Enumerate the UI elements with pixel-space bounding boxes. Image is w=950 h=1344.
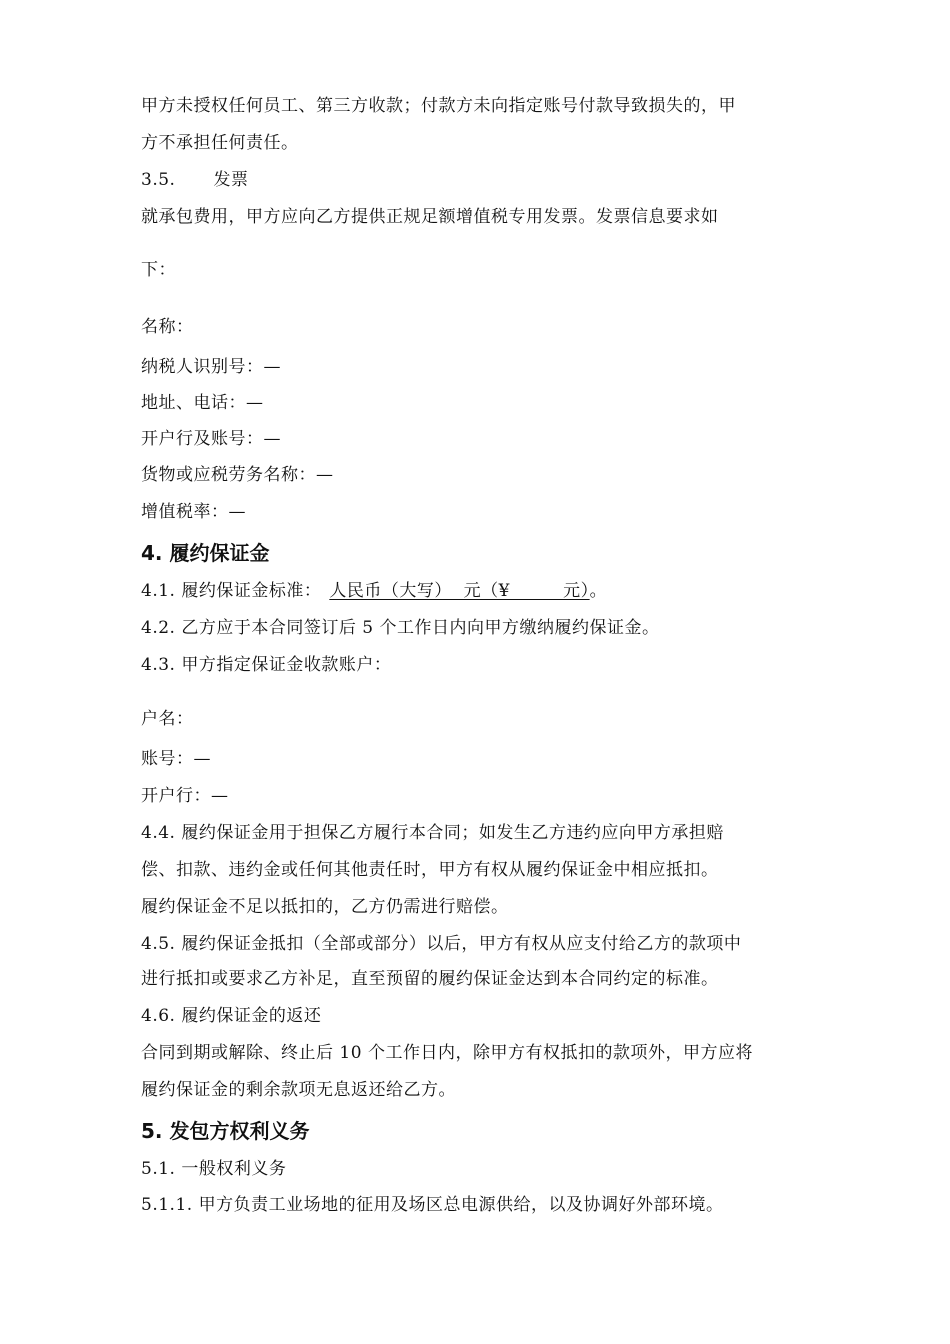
text-line: 偿、扣款、违约金或任何其他责任时，甲方有权从履约保证金中相应抵扣。 [141, 860, 719, 880]
account-bank-field: 开户行：— [141, 786, 229, 806]
text-line: 甲方未授权任何员工、第三方收款；付款方未向指定账号付款导致损失的，甲 [141, 96, 736, 116]
text-line: 履约保证金不足以抵扣的，乙方仍需进行赔偿。 [141, 897, 509, 917]
invoice-taxid-field: 纳税人识别号：— [141, 357, 281, 377]
section-4-heading: 4. 履约保证金 [141, 541, 270, 565]
section-3-5-heading [141, 169, 248, 191]
text-line: 4.2. 乙方应于本合同签订后 5 个工作日内向甲方缴纳履约保证金。 [141, 618, 660, 638]
invoice-goods-field: 货物或应税劳务名称：— [141, 465, 334, 485]
invoice-name-field: 名称： [141, 317, 194, 337]
text-line: 下： [141, 260, 176, 280]
text-line: 5.1. 一般权利义务 [141, 1159, 287, 1179]
text-line: 4.4. 履约保证金用于担保乙方履行本合同；如发生乙方违约应向甲方承担赔 [141, 823, 724, 843]
deposit-amount-blank: 人民币（大写） 元（¥ 元） [329, 581, 590, 601]
deposit-standard-end: 。 [589, 581, 608, 601]
invoice-vat-field: 增值税率：— [141, 502, 246, 522]
text-line: 方不承担任何责任。 [141, 133, 299, 153]
text-line: 4.3. 甲方指定保证金收款账户： [141, 655, 392, 675]
text-line: 就承包费用，甲方应向乙方提供正规足额增值税专用发票。发票信息要求如 [141, 207, 719, 227]
account-name-field: 户名： [141, 709, 194, 729]
text-line: 5.1.1. 甲方负责工业场地的征用及场区总电源供给，以及协调好外部环境。 [141, 1195, 724, 1215]
text-line: 进行抵扣或要求乙方补足，直至预留的履约保证金达到本合同约定的标准。 [141, 969, 719, 989]
text-line: 履约保证金的剩余款项无息返还给乙方。 [141, 1080, 456, 1100]
invoice-bank-field: 开户行及账号：— [141, 429, 281, 449]
deposit-standard-line [141, 580, 607, 602]
text-line: 4.5. 履约保证金抵扣（全部或部分）以后，甲方有权从应支付给乙方的款项中 [141, 934, 742, 954]
section-5-heading: 5. 发包方权利义务 [141, 1119, 310, 1143]
section-title: 发票 [213, 170, 249, 190]
invoice-address-field: 地址、电话：— [141, 393, 264, 413]
section-number: 3.5. [141, 170, 176, 190]
text-line: 合同到期或解除、终止后 10 个工作日内，除甲方有权抵扣的款项外，甲方应将 [141, 1043, 753, 1063]
deposit-standard-label: 4.1. 履约保证金标准： [141, 581, 322, 601]
account-number-field: 账号：— [141, 749, 211, 769]
text-line: 4.6. 履约保证金的返还 [141, 1006, 322, 1026]
